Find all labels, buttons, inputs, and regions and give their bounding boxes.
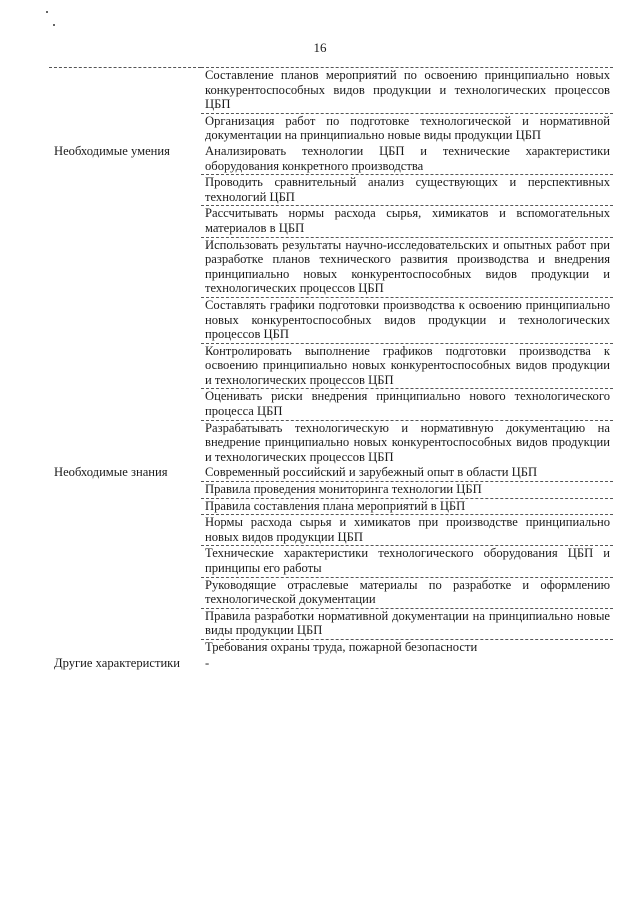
scan-speck	[53, 24, 55, 26]
list-item: Организация работ по подготовке технологической и нормативной документации на принципиально новые виды продукции ЦБП	[201, 113, 613, 144]
table-row-knowledge	[49, 465, 613, 655]
row-items	[201, 68, 613, 144]
table-row-other	[49, 656, 613, 685]
row-label	[49, 68, 201, 144]
list-item: Требования охраны труда, пожарной безопасности	[201, 639, 613, 656]
page-number: 16	[313, 40, 327, 55]
list-item: Правила составления плана мероприятий в ЦБП	[201, 498, 613, 515]
list-item: Использовать результаты научно-исследовательских и опытных работ при разработке планов технического развития производства и внедрения принципиально новых конкурентоспособных видов продукции и технологических процессов ЦБП	[201, 237, 613, 297]
row-items	[201, 144, 613, 465]
list-item: Контролировать выполнение графиков подготовки производства к освоению принципиально новых конкурентоспособных видов продукции и технологических процессов ЦБП	[201, 343, 613, 389]
list-item: Технические характеристики технологического оборудования ЦБП и принципы его работы	[201, 545, 613, 576]
requirements-table	[49, 67, 613, 684]
list-item: Оценивать риски внедрения принципиально нового технологического процесса ЦБП	[201, 388, 613, 419]
list-item: Нормы расхода сырья и химикатов при производстве принципиально новых видов продукции ЦБП	[201, 514, 613, 545]
list-item: -	[205, 655, 210, 670]
row-items	[201, 656, 613, 685]
table-row-continuation	[49, 68, 613, 144]
list-item: Разрабатывать технологическую и нормативную документацию на внедрение принципиально новых конкурентоспособных видов продукции и технологических процессов ЦБП	[201, 420, 613, 466]
list-item: Правила разработки нормативной документации на принципиально новые виды продукции ЦБП	[201, 608, 613, 639]
list-item: Правила проведения мониторинга технологии ЦБП	[201, 481, 613, 498]
scan-speck	[46, 11, 48, 13]
row-label: Другие характеристики	[54, 655, 181, 670]
list-item: Проводить сравнительный анализ существующих и перспективных технологий ЦБП	[201, 174, 613, 205]
list-item: Руководящие отраслевые материалы по разработке и оформлению технологической документации	[201, 577, 613, 608]
table-row-skills	[49, 144, 613, 465]
list-item: Составлять графики подготовки производства к освоению принципиально новых конкурентоспособных видов продукции и технологических процессов ЦБП	[201, 297, 613, 343]
row-items	[201, 465, 613, 655]
list-item: Составление планов мероприятий по освоению принципиально новых конкурентоспособных видов продукции и технологических процессов ЦБП	[205, 68, 610, 112]
list-item: Рассчитывать нормы расхода сырья, химикатов и вспомогательных материалов в ЦБП	[201, 205, 613, 236]
list-item: Современный российский и зарубежный опыт в области ЦБП	[205, 465, 538, 480]
row-label: Необходимые умения	[54, 143, 170, 158]
row-label: Необходимые знания	[54, 465, 168, 480]
list-item: Анализировать технологии ЦБП и технические характеристики оборудования конкретного производства	[205, 143, 610, 173]
